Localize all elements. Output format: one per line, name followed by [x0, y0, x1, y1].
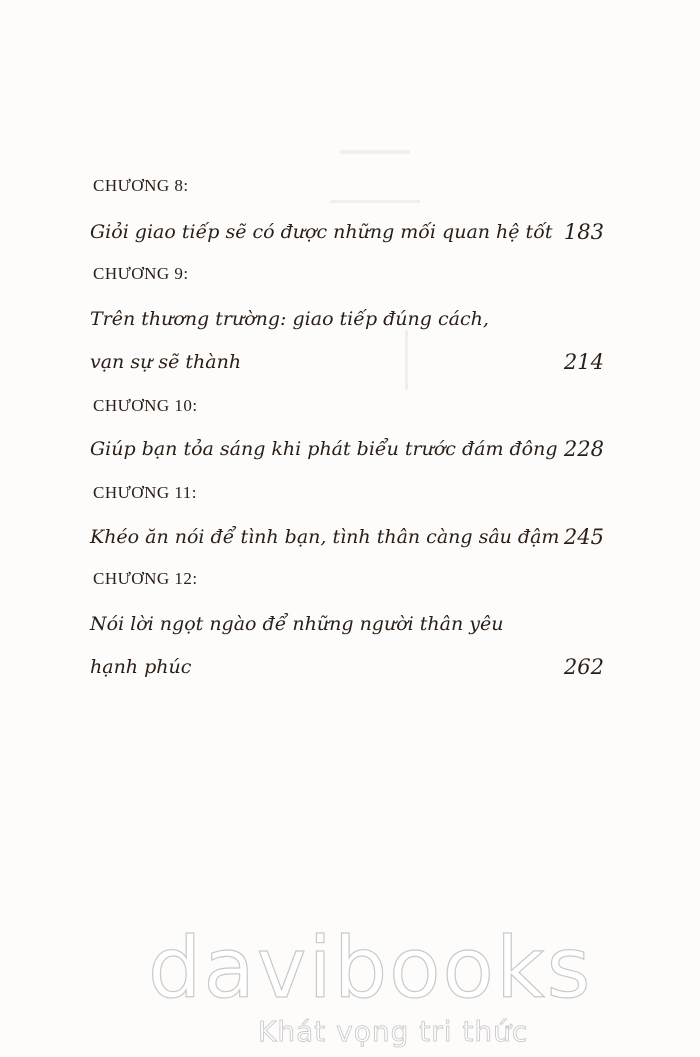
chapter-10-page-number: 228 — [563, 437, 604, 461]
watermark-tagline: Khát vọng tri thức — [258, 1015, 529, 1048]
chapter-9-title-line-2: vạn sự sẽ thành — [90, 351, 242, 373]
chapter-10-entry[interactable] — [90, 437, 604, 461]
chapter-9-label: CHƯƠNG 9: — [93, 264, 189, 283]
chapter-8-label: CHƯƠNG 8: — [93, 176, 189, 195]
chapter-9-entry[interactable] — [90, 307, 604, 331]
chapter-9-title-line-1: Trên thương trường: giao tiếp đúng cách, — [90, 308, 489, 330]
chapter-8-entry[interactable] — [90, 220, 604, 244]
chapter-11-title: Khéo ăn nói để tình bạn, tình thân càng sâu đậm — [90, 526, 560, 548]
show-through-mark — [340, 150, 410, 154]
chapter-8-page-number: 183 — [563, 220, 604, 244]
chapter-12-title-line-2: hạnh phúc — [90, 656, 192, 678]
chapter-12-entry[interactable] — [90, 612, 604, 636]
chapter-9-entry-continued[interactable] — [90, 350, 604, 374]
chapter-12-title-line-1: Nói lời ngọt ngào để những người thân yêu — [90, 613, 504, 635]
chapter-11-label: CHƯƠNG 11: — [93, 483, 197, 502]
chapter-9-page-number: 214 — [563, 350, 604, 374]
watermark-brand: davibooks — [148, 919, 593, 1017]
chapter-10-title: Giúp bạn tỏa sáng khi phát biểu trước đám đông — [90, 438, 558, 460]
chapter-11-entry[interactable] — [90, 525, 604, 549]
chapter-12-page-number: 262 — [563, 655, 604, 679]
show-through-mark — [330, 200, 420, 203]
chapter-11-page-number: 245 — [563, 525, 604, 549]
chapter-12-entry-continued[interactable] — [90, 655, 604, 679]
chapter-8-title: Giỏi giao tiếp sẽ có được những mối quan hệ tốt — [90, 221, 553, 243]
chapter-12-label: CHƯƠNG 12: — [93, 569, 198, 588]
chapter-10-label: CHƯƠNG 10: — [93, 396, 198, 415]
